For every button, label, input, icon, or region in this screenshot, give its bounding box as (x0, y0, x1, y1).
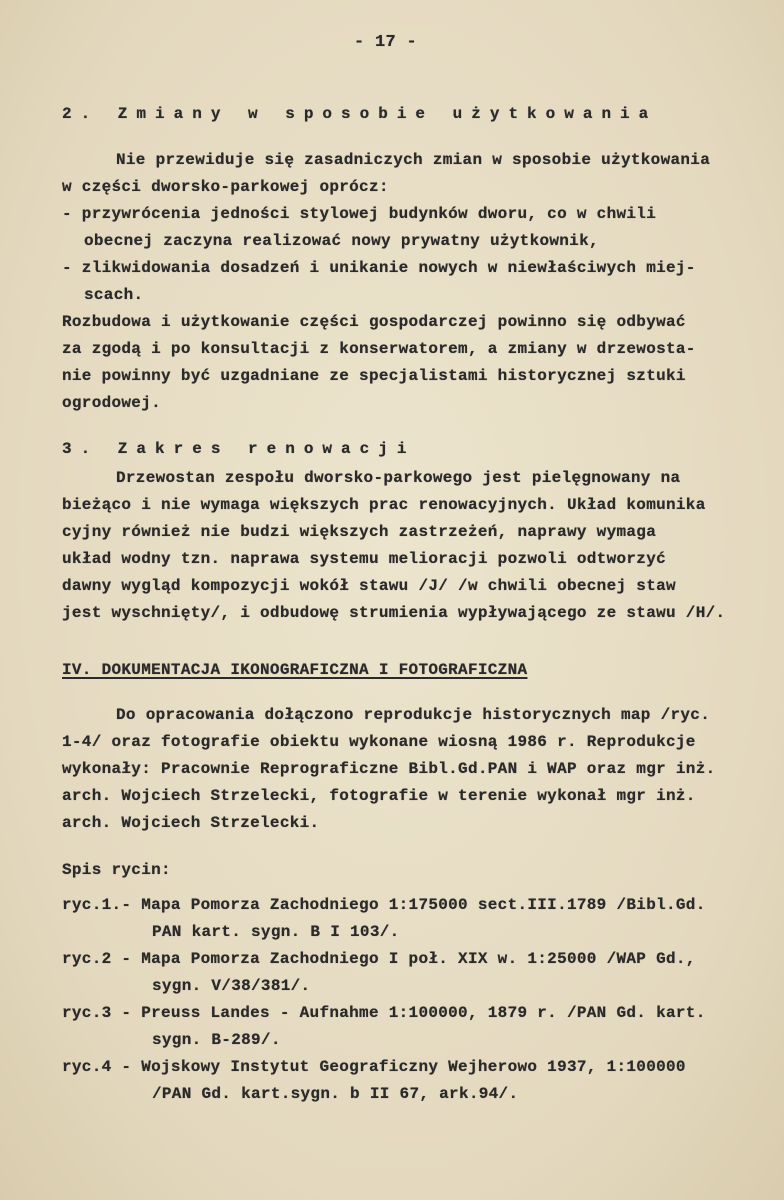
list-item-line: - zlikwidowania dosadzeń i unikanie nowych w niewłaściwych miej- (62, 259, 696, 277)
section-heading-renovation-scope: 3. Zakres renowacji (62, 440, 416, 458)
paragraph-line: ogrodowej. (62, 394, 162, 412)
paragraph-line: 1-4/ oraz fotografie obiektu wykonane wiosną 1986 r. Reprodukcje (62, 733, 696, 751)
list-item-line: - przywrócenia jedności stylowej budynków dworu, co w chwili (62, 205, 657, 223)
paragraph-line: układ wodny tzn. naprawa systemu melioracji pozwoli odtworzyć (62, 550, 666, 568)
paragraph-line: Rozbudowa i użytkowanie części gospodarczej powinno się odbywać (62, 313, 686, 331)
paragraph-line: wykonały: Pracownie Reprograficzne Bibl.Gd.PAN i WAP oraz mgr inż. (62, 760, 716, 778)
paragraph-line: Nie przewiduje się zasadniczych zmian w sposobie użytkowania (116, 151, 711, 169)
paragraph-line: jest wyschnięty/, i odbudowę strumienia wypływającego ze stawu /H/. (62, 604, 726, 622)
figure-entry-line: ryc.4 - Wojskowy Instytut Geograficzny Wejherowo 1937, 1:100000 (62, 1058, 686, 1076)
list-item-line: scach. (84, 286, 144, 304)
figure-entry-line: ryc.1.- Mapa Pomorza Zachodniego 1:175000 sect.III.1789 /Bibl.Gd. (62, 896, 706, 914)
paragraph-line: dawny wygląd kompozycji wokół stawu /J/ /w chwili obecnej staw (62, 577, 676, 595)
list-item-line: obecnej zaczyna realizować nowy prywatny użytkownik, (84, 232, 599, 250)
figure-entry-line: ryc.2 - Mapa Pomorza Zachodniego I poł. XIX w. 1:25000 /WAP Gd., (62, 950, 696, 968)
paragraph-line: arch. Wojciech Strzelecki, fotografie w terenie wykonał mgr inż. (62, 787, 696, 805)
paragraph-line: cyjny również nie budzi większych zastrzeżeń, naprawy wymaga (62, 523, 657, 541)
figures-list-heading: Spis rycin: (62, 861, 171, 879)
figure-entry-line: PAN kart. sygn. B I 103/. (152, 923, 400, 941)
paragraph-line: za zgodą i po konsultacji z konserwatorem, a zmiany w drzewosta- (62, 340, 696, 358)
paragraph-line: bieżąco i nie wymaga większych prac renowacyjnych. Układ komunika (62, 496, 706, 514)
paragraph-line: nie powinny być uzgadniane ze specjalistami historycznej sztuki (62, 367, 686, 385)
section-heading-documentation: IV. DOKUMENTACJA IKONOGRAFICZNA I FOTOGRAFICZNA (62, 661, 528, 679)
paragraph-line: Do opracowania dołączono reprodukcje historycznych map /ryc. (116, 706, 711, 724)
page-number: - 17 - (354, 33, 418, 52)
figure-entry-line: sygn. B-289/. (152, 1031, 281, 1049)
section-heading-changes-of-use: 2. Zmiany w sposobie użytkowania (62, 105, 658, 123)
figure-entry-line: ryc.3 - Preuss Landes - Aufnahme 1:100000, 1879 r. /PAN Gd. kart. (62, 1004, 706, 1022)
paragraph-line: w części dworsko-parkowej oprócz: (62, 178, 389, 196)
paragraph-line: Drzewostan zespołu dworsko-parkowego jest pielęgnowany na (116, 469, 681, 487)
paragraph-line: arch. Wojciech Strzelecki. (62, 814, 320, 832)
figure-entry-line: /PAN Gd. kart.sygn. b II 67, ark.94/. (152, 1085, 519, 1103)
figure-entry-line: sygn. V/38/381/. (152, 977, 311, 995)
